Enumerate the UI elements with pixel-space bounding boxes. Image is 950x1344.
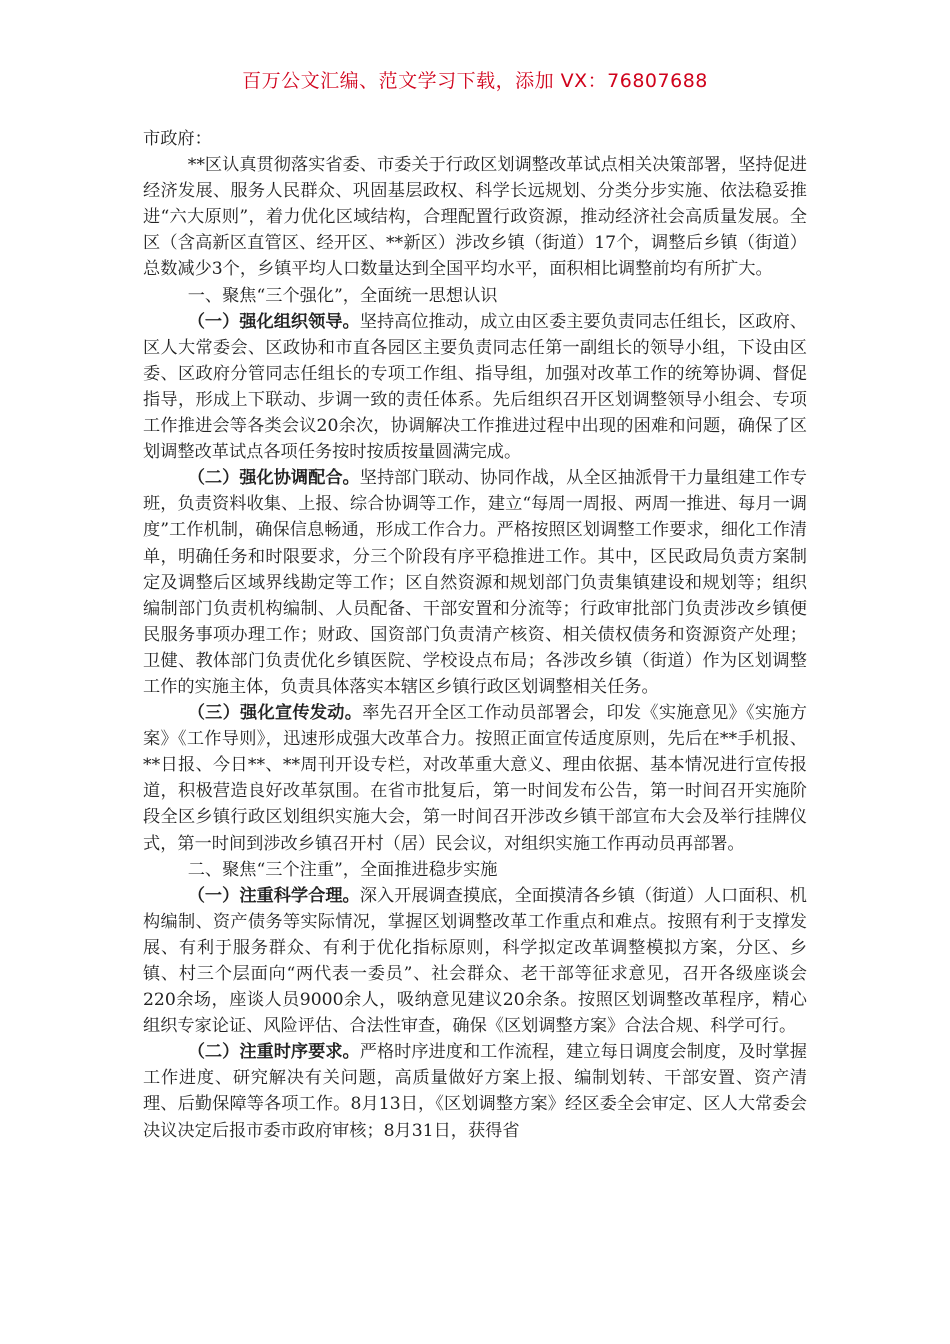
intro-paragraph: **区认真贯彻落实省委、市委关于行政区划调整改革试点相关决策部署，坚持促进经济发展、服务人民群众、巩固基层政权、科学长远规划、分类分步实施、依法稳妥推进“六大原则”，着力优化区域结构，合理配置行政资源，推动经济社会高质量发展。全区（含高新区直管区、经开区、**新区）涉改乡镇（街道）17个，调整后乡镇（街道）总数减少3个，乡镇平均人口数量达到全国平均水平，面积相比调整前均有所扩大。 <box>143 155 807 280</box>
paragraph-body: 坚持高位推动，成立由区委主要负责同志任组长，区政府、区人大常委会、区政协和市直各园区主要负责同志任第一副组长的领导小组，下设由区委、区政府分管同志任组长的专项工作组、指导组，加强对改革工作的统筹协调、督促指导，形成上下联动、步调一致的责任体系。先后组织召开区划调整领导小组会、专项工作推进会等各类会议20余次，协调解决工作推进过程中出现的困难和问题，确保了区划调整改革试点各项任务按时按质按量圆满完成。 <box>143 311 807 463</box>
paragraph-body: 坚持部门联动、协同作战，从全区抽派骨干力量组建工作专班，负责资料收集、上报、综合协调等工作，建立“每周一周报、两周一推进、每月一调度”工作机制，确保信息畅通，形成工作合力。严格按照区划调整工作要求，细化工作清单，明确任务和时限要求，分三个阶段有序平稳推进工作。其中，区民政局负责方案制定及调整后区域界线勘定等工作；区自然资源和规划部门负责集镇建设和规划等；组织编制部门负责机构编制、人员配备、干部安置和分流等；行政审批部门负责涉改乡镇便民服务事项办理工作；财政、国资部门负责清产核资、相关债权债务和资源资产处理；卫健、教体部门负责优化乡镇医院、学校设点布局；各涉改乡镇（街道）作为区划调整工作的实施主体，负责具体落实本辖区乡镇行政区划调整相关任务。 <box>143 468 807 697</box>
paragraph-lead: （二）注重时序要求。 <box>187 1042 360 1063</box>
watermark-banner: 百万公文汇编、范文学习下载，添加 VX：76807688 <box>242 70 708 92</box>
section-heading-1: 一、聚焦“三个强化”，全面统一思想认识 <box>187 285 498 306</box>
paragraph-body: 深入开展调查摸底，全面摸清各乡镇（街道）人口面积、机构编制、资产债务等实际情况，掌握区划调整改革工作重点和难点。按照有利于支撑发展、有利于服务群众、有利于优化指标原则，科学拟定改革调整模拟方案，分区、乡镇、村三个层面向“两代表一委员”、社会群众、老干部等征求意见，召开各级座谈会220余场，座谈人员9000余人，吸纳意见建议20余条。按照区划调整改革程序，精心组织专家论证、风险评估、合法性审查，确保《区划调整方案》合法合规、科学可行。 <box>143 885 807 1037</box>
paragraph-scientific <box>143 883 807 1040</box>
section-heading-2: 二、聚焦“三个注重”，全面推进稳步实施 <box>187 859 498 880</box>
document-body <box>143 126 807 1144</box>
paragraph-publicity <box>143 700 807 857</box>
paragraph-lead: （二）强化协调配合。 <box>187 468 360 489</box>
paragraph-body: 率先召开全区工作动员部署会，印发《实施意见》《实施方案》《工作导则》，迅速形成强大改革合力。按照正面宣传适度原则，先后在**手机报、**日报、今日**、**周刊开设专栏，对改革重大意义、理由依据、基本情况进行宣传报道，积极营造良好改革氛围。在省市批复后，第一时间发布公告，第一时间召开实施阶段全区乡镇行政区划组织实施大会，第一时间召开涉改乡镇干部宣布大会及举行挂牌仪式，第一时间到涉改乡镇召开村（居）民会议，对组织实施工作再动员再部署。 <box>143 703 807 854</box>
paragraph-lead: （一）注重科学合理。 <box>187 885 360 906</box>
paragraph-body: 严格时序进度和工作流程，建立每日调度会制度，及时掌握工作进度、研究解决有关问题，高质量做好方案上报、编制划转、干部安置、资产清理、后勤保障等各项工作。8月13日，《区划调整方案》经区委全会审定、区人大常委会决议决定后报市委市政府审核；8月31日，获得省 <box>143 1042 807 1141</box>
paragraph-timing <box>143 1039 807 1143</box>
paragraph-coordination <box>143 465 807 700</box>
paragraph-lead: （三）强化宣传发动。 <box>187 703 363 724</box>
salutation: 市政府： <box>143 129 212 149</box>
paragraph-lead: （一）强化组织领导。 <box>187 311 360 332</box>
paragraph-organizational-leadership <box>143 309 807 466</box>
